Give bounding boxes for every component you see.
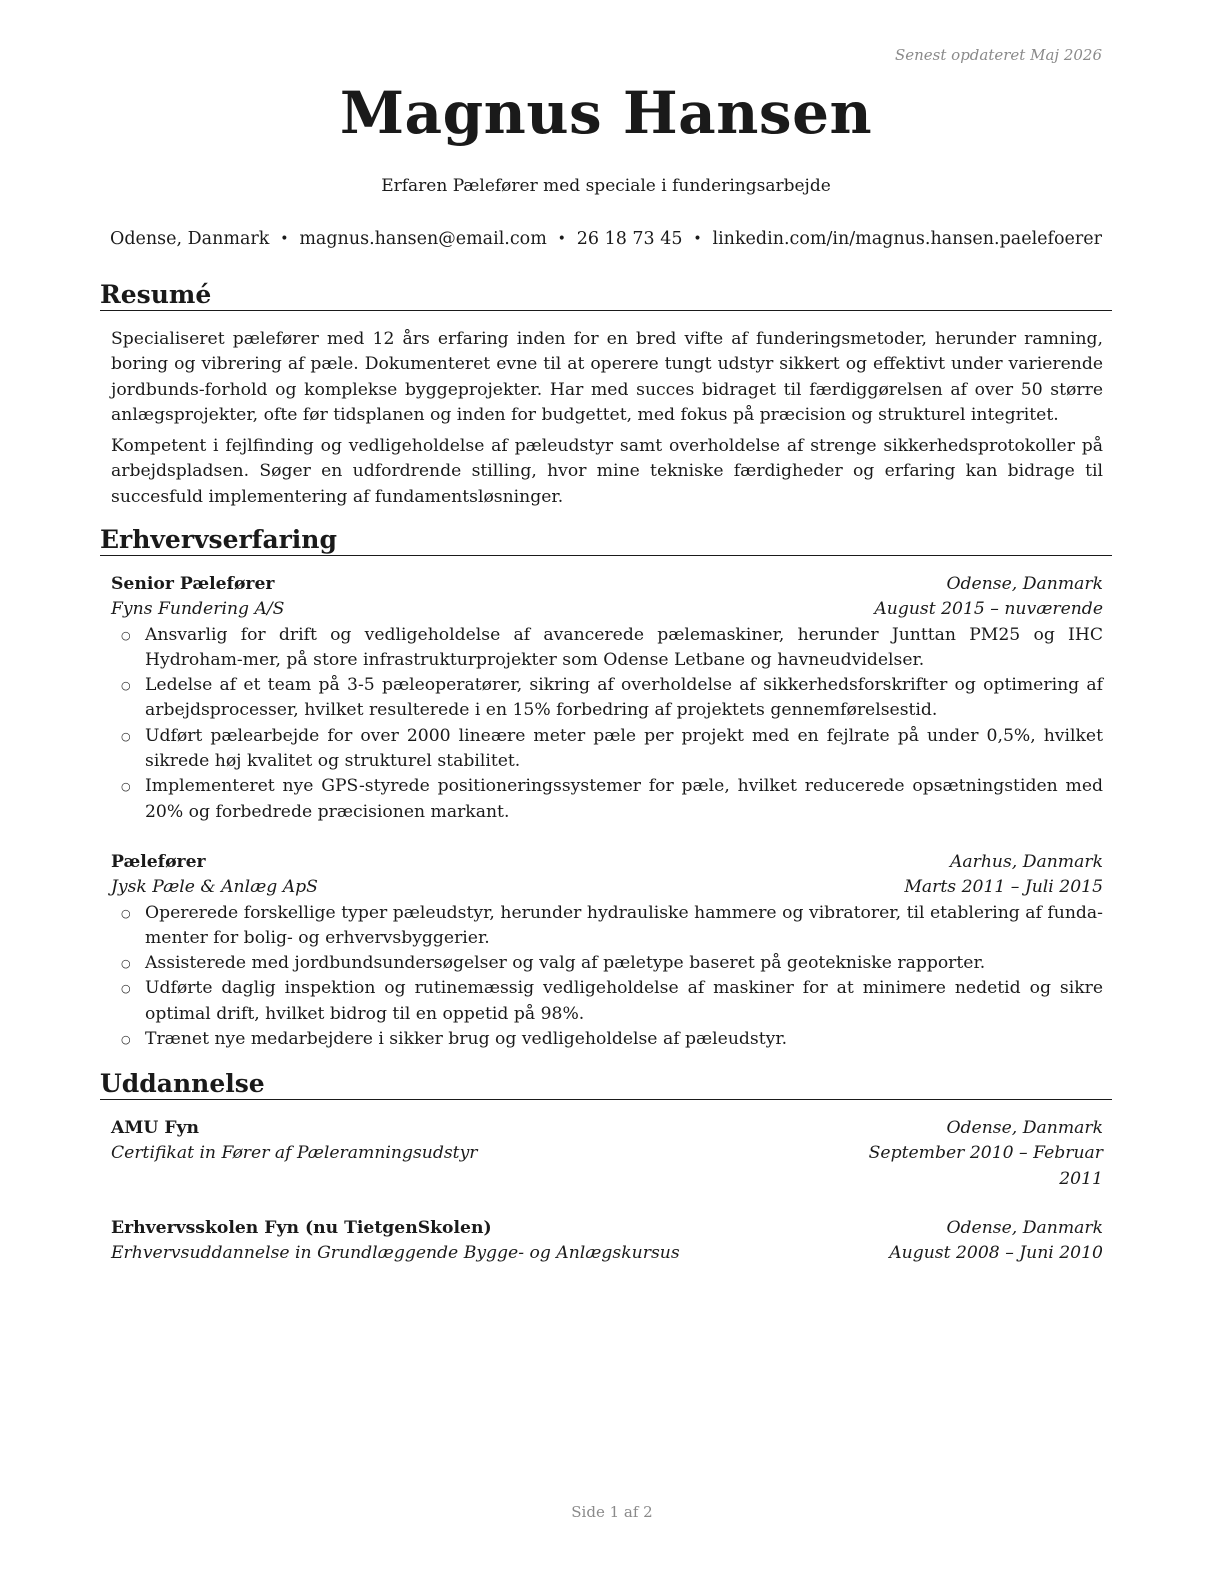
bullet-text: Udført pælearbejde for over 2000 lineære meter pæle per projekt med en fejlrate på under 0,5%, hvilket sikrede høj kvalitet og strukturel stabilitet. — [145, 725, 1103, 772]
section-heading-summary: Resumé — [100, 281, 1112, 311]
bullet-text: Ansvarlig for drift og vedligeholdelse af avancerede pælemaskiner, herunder Junttan PM25 og IHC Hydroham-mer, på store infrastrukturprojekter som Odense Letbane og havneudvidelser. — [145, 624, 1103, 670]
circle-bullet-icon: ○ — [121, 1033, 131, 1047]
contact-email-link[interactable]: magnus.hansen@email.com — [299, 229, 547, 249]
job-location: Odense, Danmark — [946, 574, 1103, 594]
list-item — [111, 901, 1103, 952]
bullet-text: Trænet nye medarbejdere i sikker brug og vedligeholdelse af pæleudstyr. — [145, 1029, 788, 1050]
summary-paragraph: Specialiseret pælefører med 12 års erfaring inden for en bred vifte af funderingsmetoder, herunder ramning, boring og vibrering af pæle. Dokumenteret evne til at operere tungt udstyr sikkert og effektivt under varierende jordbunds-forhold og komplekse byggeprojekter. Har med succes bidraget til færdiggørelsen af over 50 større anlægsprojekter, ofte før tidsplanen og inden for budgettet, med fokus på præcision og strukturel integritet. — [111, 329, 1103, 425]
degree: Erhvervsuddannelse in Grundlæggende Bygge- og Anlægskursus — [111, 1243, 680, 1264]
education-dates — [869, 1141, 1103, 1192]
page-number: Side 1 af 2 — [571, 1503, 653, 1521]
circle-bullet-icon: ○ — [121, 982, 131, 996]
contact-line — [110, 229, 1102, 249]
job-bullets — [111, 623, 1103, 825]
list-item — [111, 1027, 1103, 1052]
experience-entry — [111, 572, 1103, 825]
education-dates-line: September 2010 – Februar — [868, 1143, 1103, 1164]
school-location: Odense, Danmark — [946, 1218, 1103, 1238]
school-location: Odense, Danmark — [946, 1118, 1103, 1138]
section-heading-education: Uddannelse — [100, 1070, 1112, 1100]
list-item — [111, 774, 1103, 825]
bullet-text: Opererede forskellige typer pæleudstyr, herunder hydrauliske hammere og vibratorer, til etablering af funda-menter for bolig- og erhvervsbyggerier. — [145, 902, 1103, 948]
list-item — [111, 724, 1103, 775]
circle-bullet-icon: ○ — [121, 679, 131, 693]
summary-paragraph: Kompetent i fejlfinding og vedligeholdelse af pæleudstyr samt overholdelse af strenge sikkerhedsprotokoller på arbejdspladsen. Søger en udfordrende stilling, hvor mine tekniske færdigheder og erfaring kan bidrage til succesfuld implementering af fundamentsløsninger. — [111, 436, 1103, 507]
separator-dot-icon: • — [557, 231, 566, 247]
job-dates: Marts 2011 – Juli 2015 — [904, 877, 1103, 898]
circle-bullet-icon: ○ — [121, 729, 131, 743]
bullet-text: Ledelse af et team på 3-5 pæleoperatører, sikring af overholdelse af sikkerhedsforskrifter og optimering af arbejdsprocesser, hvilket resulterede i en 15% forbedring af projektets gennemførelsestid. — [145, 675, 1103, 721]
job-dates: August 2015 – nuværende — [874, 599, 1103, 620]
bullet-text: Udførte daglig inspektion og rutinemæssig vedligeholdelse af maskiner for at minimere nedetid og sikre optimal drift, hvilket bidrog til en oppetid på 98%. — [145, 978, 1103, 1024]
list-item — [111, 623, 1103, 674]
education-entry — [111, 1216, 1103, 1267]
school-name: AMU Fyn — [111, 1118, 200, 1138]
tagline: Erfaren Pælefører med speciale i funderingsarbejde — [381, 176, 831, 196]
job-title: Senior Pælefører — [111, 574, 275, 594]
bullet-text: Implementeret nye GPS-styrede positioneringssystemer for pæle, hvilket reducerede opsætningstiden med 20% og forbedrede præcisionen markant. — [145, 776, 1103, 822]
education-entry — [111, 1116, 1103, 1192]
experience-entry — [111, 850, 1103, 1052]
circle-bullet-icon: ○ — [121, 957, 131, 971]
job-company: Jysk Pæle & Anlæg ApS — [111, 877, 318, 898]
separator-dot-icon: • — [693, 231, 702, 247]
candidate-name: Magnus Hansen — [339, 79, 873, 147]
list-item — [111, 976, 1103, 1027]
education-dates: August 2008 – Juni 2010 — [889, 1243, 1103, 1264]
circle-bullet-icon: ○ — [121, 628, 131, 642]
school-name: Erhvervsskolen Fyn (nu TietgenSkolen) — [111, 1218, 492, 1238]
education-dates-line: 2011 — [1059, 1168, 1103, 1189]
separator-dot-icon: • — [280, 231, 289, 247]
contact-phone[interactable]: 26 18 73 45 — [576, 229, 683, 249]
contact-location: Odense, Danmark — [110, 229, 270, 249]
job-title: Pælefører — [111, 852, 206, 872]
contact-linkedin-link[interactable]: linkedin.com/in/magnus.hansen.paelefoerer — [712, 229, 1102, 249]
job-company: Fyns Fundering A/S — [111, 599, 285, 620]
bullet-text: Assisterede med jordbundsundersøgelser og valg af pæletype baseret på geotekniske rapporter. — [145, 953, 986, 974]
resume-page — [100, 0, 1112, 1584]
job-location: Aarhus, Danmark — [949, 852, 1103, 872]
degree: Certifikat in Fører af Pæleramningsudstyr — [111, 1143, 478, 1164]
list-item — [111, 673, 1103, 724]
list-item — [111, 951, 1103, 976]
last-updated: Senest opdateret Maj 2026 — [894, 46, 1102, 64]
job-bullets — [111, 901, 1103, 1053]
circle-bullet-icon: ○ — [121, 906, 131, 920]
circle-bullet-icon: ○ — [121, 780, 131, 794]
section-heading-experience: Erhvervserfaring — [100, 526, 1112, 556]
